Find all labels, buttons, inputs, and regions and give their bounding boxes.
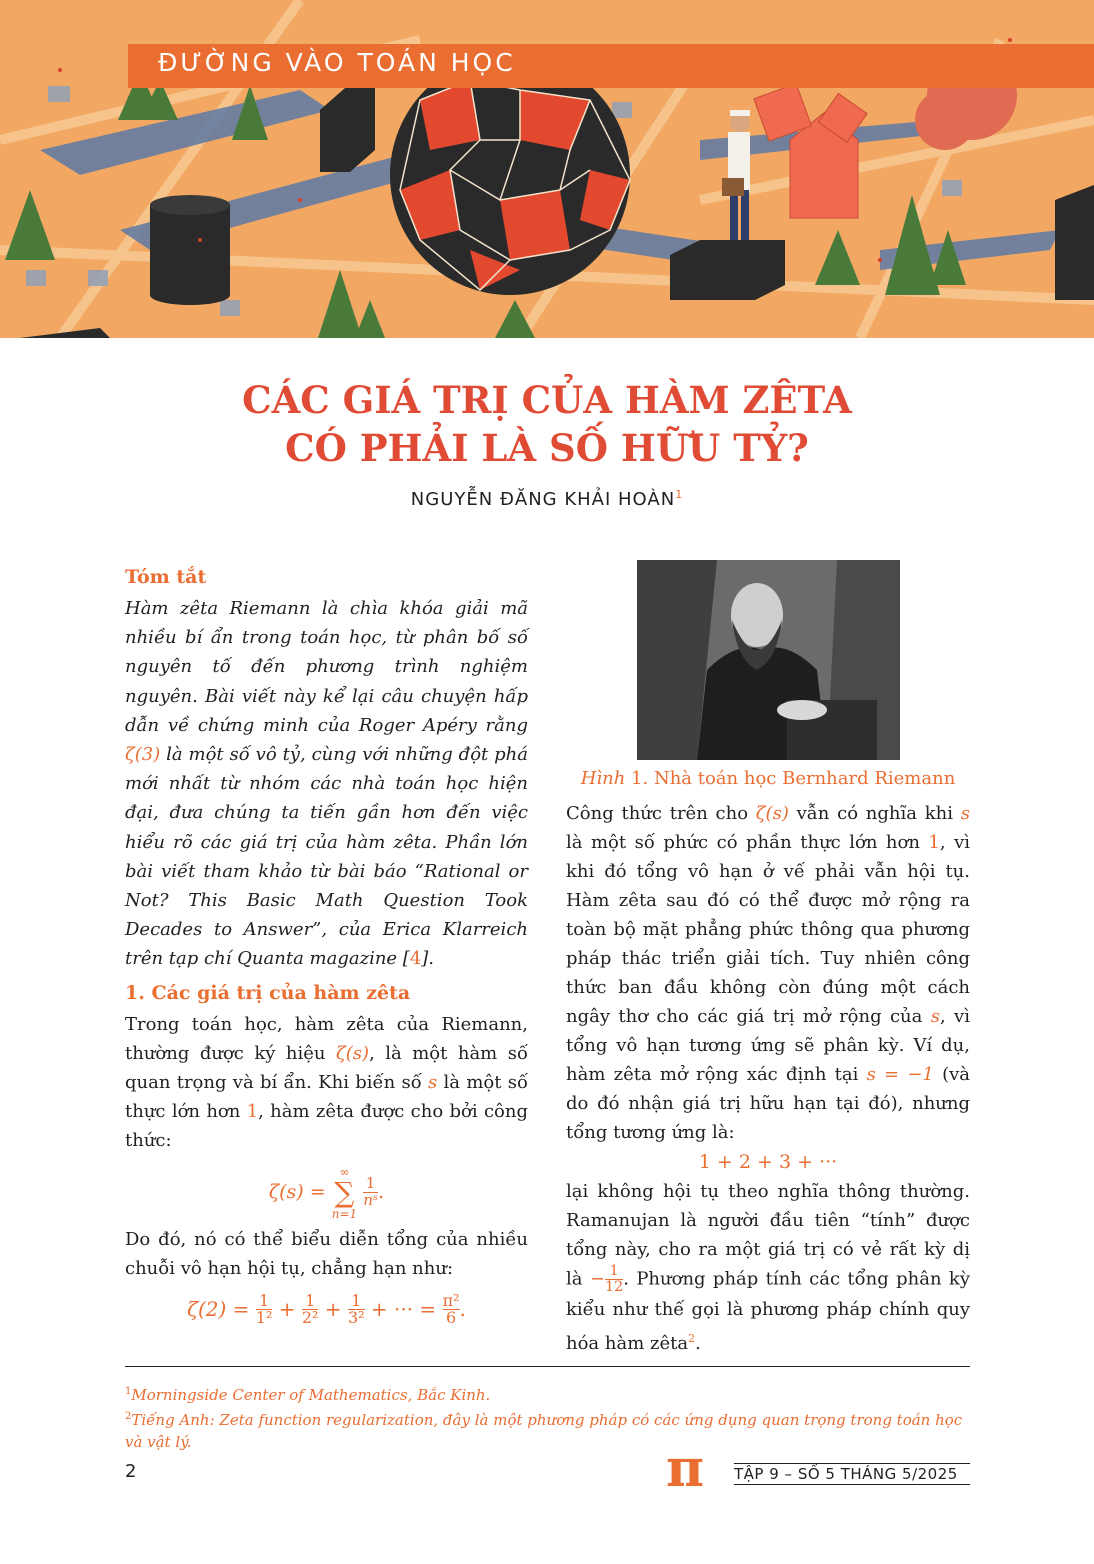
- paragraph-2: Do đó, nó có thể biểu diễn tổng của nhiều chuỗi vô hạn hội tụ, chẳng hạn như:: [125, 1228, 528, 1279]
- polyhedron-graphic: [390, 55, 630, 295]
- right-column: [566, 560, 970, 1358]
- pi-magazine-logo: π: [666, 1438, 705, 1499]
- footnote-2: $^2$Tiếng Anh: Zeta function regularization, đây là một phương pháp có các ứng dụng quan trọng trong toán học và vật lý.: [125, 1411, 963, 1451]
- section-heading: 1. Các giá trị của hàm zêta: [125, 981, 411, 1004]
- reference-link[interactable]: 4: [409, 948, 422, 970]
- footnote-1: $^1$Morningside Center of Mathematics, Bắc Kinh.: [125, 1386, 491, 1404]
- article-author: [0, 488, 1094, 510]
- paragraph-1: Trong toán học, hàm zêta của Riemann, thường được ký hiệu ζ(s), là một hàm số quan trọng và bí ẩn. Khi biến số s là một số thực lớn hơn 1, hàm zêta được cho bởi công thức:: [125, 1013, 528, 1151]
- abstract-text: Hàm zêta Riemann là chìa khóa giải mã nhiều bí ẩn trong toán học, từ phân bố số nguyên tố đến phương trình nghiệm nguyên. Bài viết này kể lại câu chuyện hấp dẫn về chứng minh của Roger Apéry rằng ζ(3) là một số vô tỷ, cùng với những đột phá mới nhất từ nhóm các nhà toán học hiện đại, đưa chúng ta tiến gần hơn đến việc hiểu rõ các giá trị của hàm zêta. Phần lớn bài viết tham khảo từ bài báo “Rational or Not? This Basic Math Question Took Decades to Answer”, của Erica Klarreich trên tạp chí Quanta magazine [4].: [125, 598, 528, 970]
- title-line-2: CÓ PHẢI LÀ SỐ HỮU TỶ?: [285, 426, 809, 470]
- footnotes: [125, 1381, 970, 1453]
- header-illustration: [0, 0, 1094, 338]
- section-bar: [128, 44, 1094, 88]
- cylinder-graphic: [150, 195, 230, 305]
- author-name: NGUYỄN ĐĂNG KHẢI HOÀN: [410, 489, 676, 510]
- figure-caption: Hình 1. Nhà toán học Bernhard Riemann: [580, 768, 956, 789]
- math-zeta-3: ζ(3): [125, 744, 161, 766]
- equation-divergent-sum: 1 + 2 + 3 + ···: [698, 1151, 838, 1173]
- paragraph-4: lại không hội tụ theo nghĩa thông thường. Ramanujan là người đầu tiên “tính” được tổng này, cho ra một giá trị có vẻ rất kỳ dị là − $\frac{1}{12}$ . Phương pháp tính các tổng phân kỳ kiểu như thế gọi là phương pháp chính quy hóa hàm zêta$^2$.: [566, 1181, 970, 1355]
- equation-zeta-2: ζ(2) = $\frac{1}{\text{1²}}$ + $\frac{1}{\text{2²}}$ + $\frac{1}{\text{3²}}$ + ··· = $\frac{\text{π²}}{6}$ .: [187, 1290, 466, 1328]
- issue-label: TẬP 9 – SỐ 5 THÁNG 5/2025: [734, 1463, 970, 1485]
- section-label: ĐƯỜNG VÀO TOÁN HỌC: [158, 48, 516, 77]
- footnote-divider: [125, 1366, 970, 1367]
- author-footnote-mark: 1: [675, 488, 684, 501]
- title-line-1: CÁC GIÁ TRỊ CỦA HÀM ZÊTA: [242, 378, 852, 422]
- abstract-heading: Tóm tắt: [125, 566, 207, 588]
- footnote-mark-2[interactable]: 2: [688, 1332, 696, 1346]
- paragraph-3: Công thức trên cho ζ(s) vẫn có nghĩa khi s là một số phức có phần thực lớn hơn 1, vì khi đó tổng vô hạn ở vế phải vẫn hội tụ. Hàm zêta sau đó có thể được mở rộng ra toàn bộ mặt phẳng phức thông qua phương pháp thác triển giải tích. Tuy nhiên công thức ban đầu không còn đúng một cách ngây thơ cho các giá trị mở rộng của s, vì tổng vô hạn tương ứng sẽ phân kỳ. Ví dụ, hàm zêta mở rộng xác định tại s = −1 (và do đó nhận giá trị hữu hạn tại đó), nhưng tổng tương ứng là:: [566, 803, 970, 1143]
- article-title: [0, 376, 1094, 472]
- riemann-portrait-photo: [637, 560, 900, 760]
- equation-zeta-definition: ζ(s) = ∞ ∑ n=1 $\frac{1}{\text{nˢ}}$ .: [268, 1164, 385, 1221]
- page-number: 2: [125, 1461, 137, 1482]
- left-column: [125, 566, 528, 1333]
